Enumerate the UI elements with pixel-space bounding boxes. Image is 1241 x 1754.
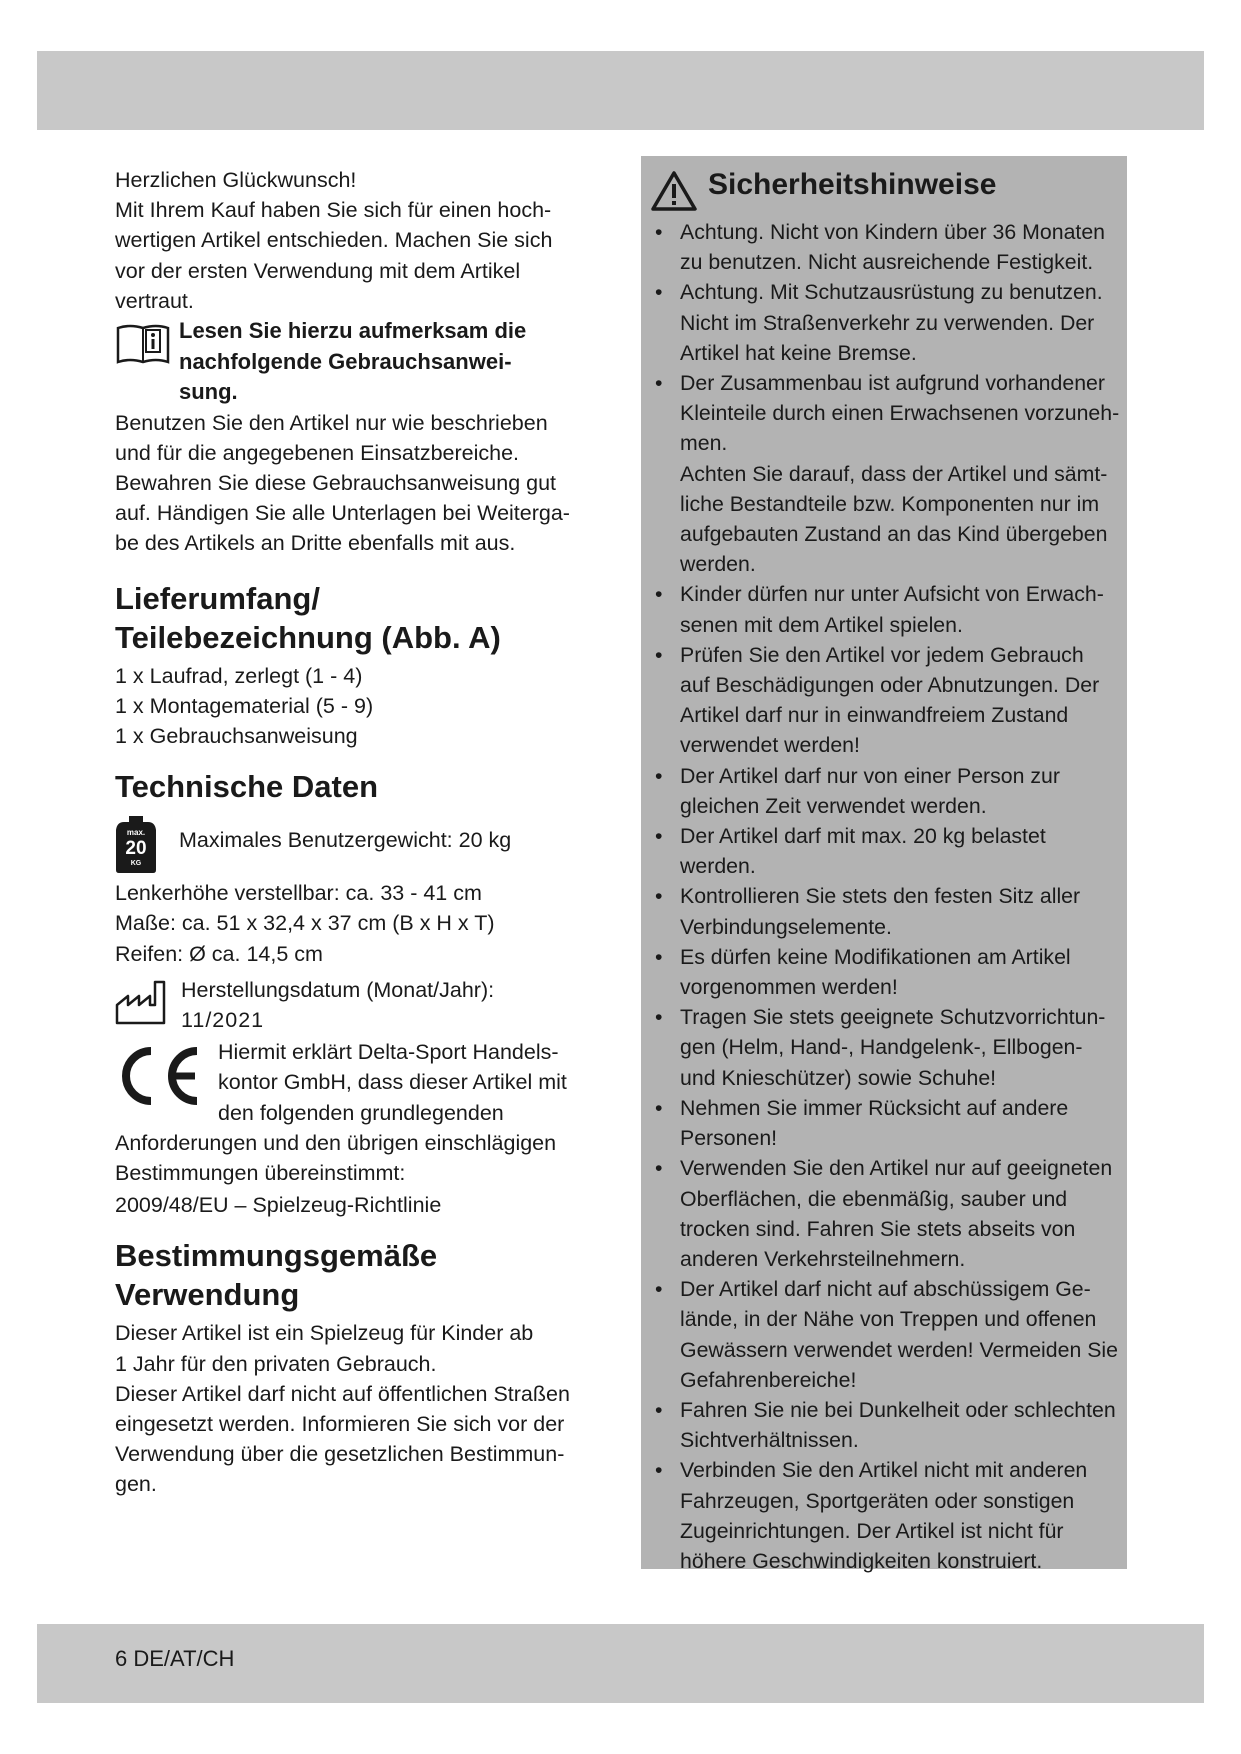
bestimmung-heading — [115, 1236, 605, 1314]
safety-item-line: Der Zusammenbau ist aufgrund vorhandener — [680, 371, 1105, 396]
intro-line: Mit Ihrem Kauf haben Sie sich für einen hoch- — [115, 198, 552, 223]
safety-item-line: Artikel darf nur in einwandfreiem Zustand — [680, 703, 1069, 728]
safety-item-line: verwendet werden! — [680, 733, 860, 758]
safety-item-line: Verbindungselemente. — [680, 914, 892, 939]
intro-line: Herzlichen Glückwunsch! — [115, 168, 357, 192]
note-line: nachfolgende Gebrauchsanwei- — [179, 348, 512, 374]
heading-line: Teilebezeichnung (Abb. A) — [115, 619, 501, 655]
safety-title-text: Sicherheitshinweise — [708, 168, 997, 201]
intro-line: vertraut. — [115, 288, 194, 313]
list-item: 1 x Gebrauchsanweisung — [115, 723, 358, 748]
ce-line: den folgenden grundlegenden — [218, 1100, 504, 1125]
weight-icon — [115, 814, 157, 882]
safety-item-line: aufgebauten Zustand an das Kind übergeben — [680, 522, 1108, 547]
bestimmung-text — [115, 1318, 605, 1499]
safety-item-line: gleichen Zeit verwendet werden. — [680, 793, 987, 818]
safety-item-line: Der Artikel darf mit max. 20 kg belastet — [680, 824, 1046, 849]
safety-item-line: werden. — [680, 552, 756, 577]
bestimmung-line: Verwendung über die gesetzlichen Bestimmun- — [115, 1442, 565, 1467]
heading-line: Bestimmungsgemäße — [115, 1238, 438, 1274]
list-item: 1 x Montagematerial (5 - 9) — [115, 693, 374, 718]
safety-item-line: Oberflächen, die ebenmäßig, sauber und — [680, 1186, 1068, 1211]
bullet: • — [655, 1005, 663, 1030]
manufacture-label: Herstellungsdatum (Monat/Jahr): — [181, 977, 495, 1002]
usage-line: und für die angegebenen Einsatzbereiche. — [115, 440, 520, 465]
safety-item-line: Gefahrenbereiche! — [680, 1367, 857, 1392]
bullet: • — [655, 582, 663, 607]
safety-item-line: Achten Sie darauf, dass der Artikel und sämt- — [680, 461, 1108, 486]
bullet: • — [655, 220, 663, 244]
lieferumfang-list — [115, 661, 605, 752]
safety-item-line: Der Artikel darf nur von einer Person zur — [680, 763, 1060, 788]
ce-line: kontor GmbH, dass dieser Artikel mit — [218, 1070, 567, 1095]
footer-bar — [37, 1624, 1204, 1703]
bullet: • — [655, 1458, 663, 1483]
read-instructions-note — [115, 316, 605, 408]
safety-item — [651, 1395, 1123, 1455]
bestimmung-line: Dieser Artikel darf nicht auf öffentlichen Straßen — [115, 1381, 570, 1406]
spec-line: Reifen: Ø ca. 14,5 cm — [115, 941, 323, 966]
safety-item — [651, 1274, 1123, 1395]
safety-item — [651, 1153, 1123, 1274]
max-weight-row — [115, 812, 605, 874]
safety-item-line: men. — [680, 431, 728, 456]
safety-item-line: Fahren Sie nie bei Dunkelheit oder schlechten — [680, 1397, 1116, 1422]
safety-item-line: lände, in der Nähe von Treppen und offenen — [680, 1307, 1097, 1332]
safety-item — [651, 1002, 1123, 1093]
safety-box — [641, 156, 1127, 1573]
safety-item-line: Tragen Sie stets geeignete Schutzvorrichtun- — [680, 1005, 1106, 1030]
safety-item-line: höhere Geschwindigkeiten konstruiert. — [680, 1548, 1043, 1573]
safety-item-line: zu benutzen. Nicht ausreichende Festigkeit. — [680, 250, 1094, 275]
safety-item — [651, 942, 1123, 1002]
safety-item — [651, 277, 1123, 368]
usage-line: be des Artikels an Dritte ebenfalls mit aus. — [115, 531, 516, 556]
bullet: • — [655, 371, 663, 396]
left-column — [115, 165, 605, 1500]
spec-line: Maße: ca. 51 x 32,4 x 37 cm (B x H x T) — [115, 911, 495, 936]
safety-item-line: Zugeinrichtungen. Der Artikel ist nicht für — [680, 1518, 1064, 1543]
note-line: Lesen Sie hierzu aufmerksam die — [179, 318, 527, 344]
safety-item-line: Fahrzeugen, Sportgeräten oder sonstigen — [680, 1488, 1075, 1513]
bullet: • — [655, 642, 663, 667]
usage-line: Benutzen Sie den Artikel nur wie beschrieben — [115, 410, 548, 435]
bullet: • — [655, 1277, 663, 1302]
spec-line: Lenkerhöhe verstellbar: ca. 33 - 41 cm — [115, 881, 482, 906]
directive: 2009/48/EU – Spielzeug-Richtlinie — [115, 1193, 442, 1218]
safety-item — [651, 881, 1123, 941]
page-number: 6 DE/AT/CH — [115, 1646, 235, 1671]
safety-item-line: Es dürfen keine Modifikationen am Artikel — [680, 944, 1071, 969]
safety-item-line: Kleinteile durch einen Erwachsenen vorzuneh- — [680, 401, 1120, 426]
weight-icon-unit: KG — [130, 860, 142, 868]
weight-icon-value: 20 — [125, 838, 147, 860]
intro-line: wertigen Artikel entschieden. Machen Sie sich — [115, 228, 553, 253]
safety-item-line: Verwenden Sie den Artikel nur auf geeigneten — [680, 1156, 1113, 1181]
safety-item-line: Achtung. Nicht von Kindern über 36 Monaten — [680, 220, 1106, 244]
safety-item — [651, 579, 1123, 639]
safety-item — [651, 217, 1123, 277]
safety-item — [651, 1455, 1123, 1576]
bestimmung-line: eingesetzt werden. Informieren Sie sich vor der — [115, 1411, 565, 1436]
intro — [115, 165, 605, 316]
safety-item-line: Artikel hat keine Bremse. — [680, 340, 917, 365]
safety-item-line: senen mit dem Artikel spielen. — [680, 612, 963, 637]
safety-item-line: Nehmen Sie immer Rücksicht auf andere — [680, 1095, 1069, 1120]
header-bar — [37, 51, 1204, 130]
bullet: • — [655, 824, 663, 849]
safety-item-line: vorgenommen werden! — [680, 975, 898, 1000]
intro-line: vor der ersten Verwendung mit dem Artikel — [115, 258, 521, 283]
safety-item-line: Prüfen Sie den Artikel vor jedem Gebrauch — [680, 642, 1084, 667]
technische-daten-heading: Technische Daten — [115, 769, 379, 805]
safety-item-line: Verbinden Sie den Artikel nicht mit anderen — [680, 1458, 1088, 1483]
safety-item-line: Der Artikel darf nicht auf abschüssigem Ge- — [680, 1277, 1091, 1302]
specs-list — [115, 878, 605, 969]
safety-item-line: Personen! — [680, 1126, 778, 1151]
usage-line: auf. Händigen Sie alle Unterlagen bei Weiterga- — [115, 501, 570, 526]
safety-item-line: Kinder dürfen nur unter Aufsicht von Erwach- — [680, 582, 1104, 607]
ce-declaration — [115, 1037, 605, 1220]
bestimmung-line: Dieser Artikel ist ein Spielzeug für Kinder ab — [115, 1321, 534, 1346]
manufacture-date-row — [115, 975, 605, 1035]
bestimmung-line: 1 Jahr für den privaten Gebrauch. — [115, 1351, 437, 1376]
safety-item — [651, 640, 1123, 761]
list-item: 1 x Laufrad, zerlegt (1 - 4) — [115, 663, 363, 688]
safety-item-line: werden. — [680, 854, 756, 879]
safety-list — [651, 217, 1123, 1576]
safety-item-line: Gewässern verwendet werden! Vermeiden Sie — [680, 1337, 1119, 1362]
usage-paragraph — [115, 408, 605, 559]
factory-date-icon — [115, 979, 167, 1033]
ce-line: Anforderungen und den übrigen einschlägigen — [115, 1130, 557, 1155]
safety-item-line: auf Beschädigungen oder Abnutzungen. Der — [680, 673, 1100, 698]
safety-item-line: Achtung. Mit Schutzausrüstung zu benutzen. — [680, 280, 1103, 305]
warning-icon — [651, 170, 697, 220]
safety-item-line: gen (Helm, Hand-, Handgelenk-, Ellbogen- — [680, 1035, 1083, 1060]
usage-line: Bewahren Sie diese Gebrauchsanweisung gut — [115, 470, 557, 495]
safety-item-line: trocken sind. Fahren Sie stets abseits von — [680, 1216, 1076, 1241]
max-weight-text: Maximales Benutzergewicht: 20 kg — [179, 828, 512, 853]
bullet: • — [655, 763, 663, 788]
bullet: • — [655, 1397, 663, 1422]
info-book-icon — [115, 322, 171, 374]
safety-item-line: anderen Verkehrsteilnehmern. — [680, 1246, 966, 1271]
safety-item-line: und Knieschützer) sowie Schuhe! — [680, 1065, 997, 1090]
lieferumfang-heading — [115, 579, 605, 657]
safety-item — [651, 761, 1123, 821]
ce-line: Bestimmungen übereinstimmt: — [115, 1160, 406, 1185]
safety-item-line: Kontrollieren Sie stets den festen Sitz aller — [680, 884, 1081, 909]
bullet: • — [655, 1156, 663, 1181]
safety-item-line: Sichtverhältnissen. — [680, 1428, 859, 1453]
ce-line: Hiermit erklärt Delta-Sport Handels- — [218, 1040, 559, 1065]
safety-item — [651, 821, 1123, 881]
bullet: • — [655, 944, 663, 969]
bullet: • — [655, 884, 663, 909]
bullet: • — [655, 280, 663, 305]
safety-item — [651, 1093, 1123, 1153]
note-line: sung. — [179, 379, 238, 405]
weight-icon-top: max. — [126, 828, 146, 838]
manufacture-date: 11/2021 — [181, 1007, 265, 1032]
ce-mark-icon — [115, 1045, 201, 1115]
safety-item-line: liche Bestandteile bzw. Komponenten nur im — [680, 491, 1100, 516]
safety-item — [651, 368, 1123, 579]
safety-item-line: Nicht im Straßenverkehr zu verwenden. Der — [680, 310, 1095, 335]
heading-line: Verwendung — [115, 1277, 300, 1313]
bestimmung-line: gen. — [115, 1472, 157, 1497]
heading-line: Lieferumfang/ — [115, 580, 320, 616]
bullet: • — [655, 1095, 663, 1120]
